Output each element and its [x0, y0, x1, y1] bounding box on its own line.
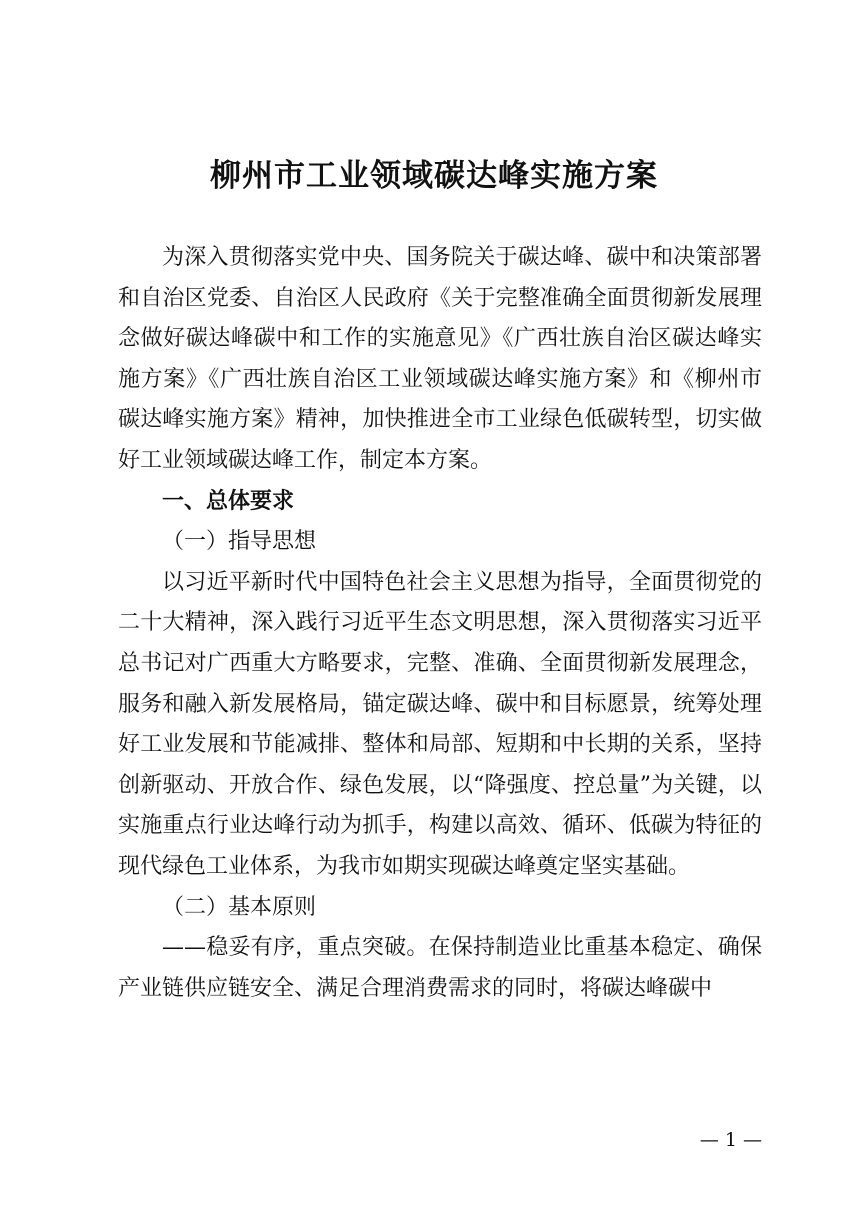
intro-paragraph: 为深入贯彻落实党中央、国务院关于碳达峰、碳中和决策部署和自治区党委、自治区人民政府《关于完整准确全面贯彻新发展理念做好碳达峰碳中和工作的实施意见》《广西壮族自治区碳达峰实施方案》《广西壮族自治区工业领域碳达峰实施方案》和《柳州市碳达峰实施方案》精神，加快推进全市工业绿色低碳转型，切实做好工业领域碳达峰工作，制定本方案。 [118, 245, 762, 473]
section-heading-general-requirements: 一、总体要求 [162, 488, 295, 514]
document-body [118, 238, 762, 1009]
subsection-heading-basic-principles: （二）基本原则 [162, 894, 317, 920]
document-title: 柳州市工业领域碳达峰实施方案 [210, 158, 658, 194]
page-number: — 1 — [699, 1129, 762, 1151]
guiding-ideology-paragraph: 以习近平新时代中国特色社会主义思想为指导，全面贯彻党的二十大精神，深入践行习近平生态文明思想，深入贯彻落实习近平总书记对广西重大方略要求，完整、准确、全面贯彻新发展理念，服务和融入新发展格局，锚定碳达峰、碳中和目标愿景，统筹处理好工业发展和节能减排、整体和局部、短期和中长期的关系，坚持创新驱动、开放合作、绿色发展，以“降强度、控总量”为关键，以实施重点行业达峰行动为抓手，构建以高效、循环、低碳为特征的现代绿色工业体系，为我市如期实现碳达峰奠定坚实基础。 [118, 569, 762, 879]
basic-principles-paragraph: ——稳妥有序，重点突破。在保持制造业比重基本稳定、确保产业链供应链安全、满足合理消费需求的同时，将碳达峰碳中 [118, 935, 762, 1001]
subsection-heading-guiding-ideology: （一）指导思想 [162, 529, 317, 555]
